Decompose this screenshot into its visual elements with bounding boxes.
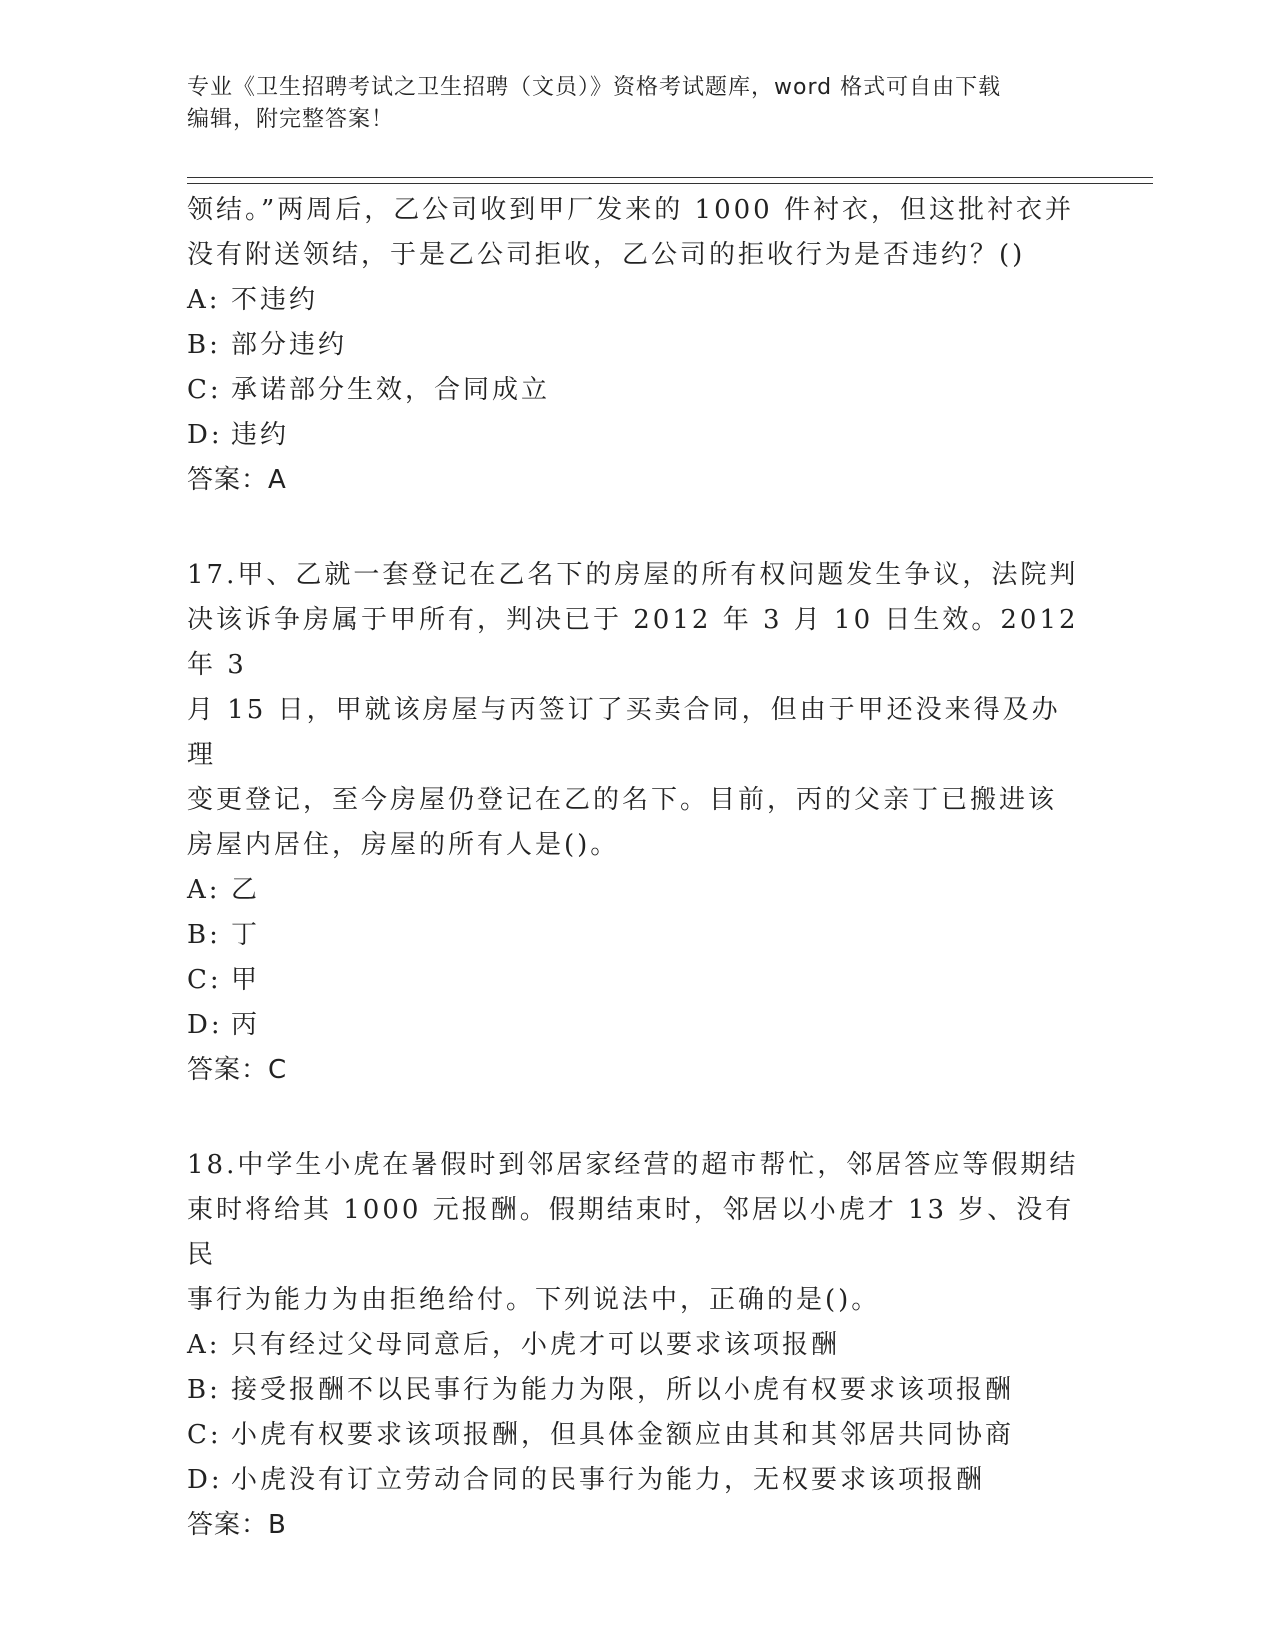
option-text: 承诺部分生效，合同成立 — [231, 375, 551, 405]
option-key: B: — [187, 920, 221, 950]
header-rule-bottom — [187, 183, 1153, 184]
option-a — [187, 1323, 1087, 1368]
option-key: A: — [187, 1330, 221, 1360]
option-a — [187, 868, 1087, 913]
option-text: 小虎没有订立劳动合同的民事行为能力，无权要求该项报酬 — [231, 1465, 986, 1495]
page-header — [187, 72, 1067, 136]
question-text-line: 没有附送领结，于是乙公司拒收，乙公司的拒收行为是否违约？() — [187, 240, 1026, 270]
option-d — [187, 1458, 1087, 1503]
question-17 — [187, 553, 1087, 1093]
option-b — [187, 323, 1087, 368]
header-line-1: 专业《卫生招聘考试之卫生招聘（文员）》资格考试题库，word 格式可自由下载 — [187, 75, 1002, 100]
option-key: B: — [187, 330, 221, 360]
question-18 — [187, 1143, 1087, 1548]
option-key: D: — [187, 420, 223, 450]
option-d — [187, 1003, 1087, 1048]
option-text: 不违约 — [231, 285, 319, 315]
option-text: 小虎有权要求该项报酬，但具体金额应由其和其邻居共同协商 — [231, 1420, 1015, 1450]
question-16 — [187, 188, 1087, 503]
question-text-line: 变更登记，至今房屋仍登记在乙的名下。目前，丙的父亲丁已搬进该 — [187, 785, 1058, 815]
question-text-line: 月 15 日，甲就该房屋与丙签订了买卖合同，但由于甲还没来得及办理 — [187, 695, 1061, 770]
answer-line: 答案：B — [187, 1510, 287, 1540]
option-text: 丙 — [231, 1010, 261, 1040]
option-a — [187, 278, 1087, 323]
option-key: A: — [187, 285, 221, 315]
question-list — [187, 188, 1087, 1548]
option-key: A: — [187, 875, 221, 905]
option-key: C: — [187, 375, 222, 405]
answer-line: 答案：C — [187, 1055, 288, 1085]
question-text-line: 束时将给其 1000 元报酬。假期结束时，邻居以小虎才 13 岁、没有民 — [187, 1195, 1075, 1270]
option-c — [187, 368, 1087, 413]
option-text: 甲 — [231, 965, 261, 995]
answer-line: 答案：A — [187, 465, 287, 495]
option-c — [187, 958, 1087, 1003]
option-text: 部分违约 — [231, 330, 348, 360]
spacer — [187, 503, 1087, 553]
option-d — [187, 413, 1087, 458]
option-c — [187, 1413, 1087, 1458]
option-b — [187, 913, 1087, 958]
option-b — [187, 1368, 1087, 1413]
option-key: C: — [187, 1420, 222, 1450]
question-text-line: 18.中学生小虎在暑假时到邻居家经营的超市帮忙，邻居答应等假期结 — [187, 1150, 1079, 1180]
option-text: 乙 — [231, 875, 261, 905]
option-key: D: — [187, 1465, 223, 1495]
question-text-line: 决该诉争房属于甲所有，判决已于 2012 年 3 月 10 日生效。2012 年 3 — [187, 605, 1079, 680]
header-line-2: 编辑，附完整答案！ — [187, 107, 395, 132]
question-text-line: 17.甲、乙就一套登记在乙名下的房屋的所有权问题发生争议，法院判 — [187, 560, 1079, 590]
option-text: 接受报酬不以民事行为能力为限，所以小虎有权要求该项报酬 — [231, 1375, 1015, 1405]
option-text: 丁 — [231, 920, 261, 950]
question-text-line: 事行为能力为由拒绝给付。下列说法中，正确的是()。 — [187, 1285, 881, 1315]
spacer — [187, 1093, 1087, 1143]
option-key: B: — [187, 1375, 221, 1405]
question-text-line: 房屋内居住，房屋的所有人是()。 — [187, 830, 620, 860]
option-key: D: — [187, 1010, 223, 1040]
option-text: 违约 — [231, 420, 290, 450]
question-text-line: 领结。”两周后，乙公司收到甲厂发来的 1000 件衬衣，但这批衬衣并 — [187, 195, 1074, 225]
header-rule-top — [187, 177, 1153, 178]
option-key: C: — [187, 965, 222, 995]
option-text: 只有经过父母同意后，小虎才可以要求该项报酬 — [231, 1330, 841, 1360]
